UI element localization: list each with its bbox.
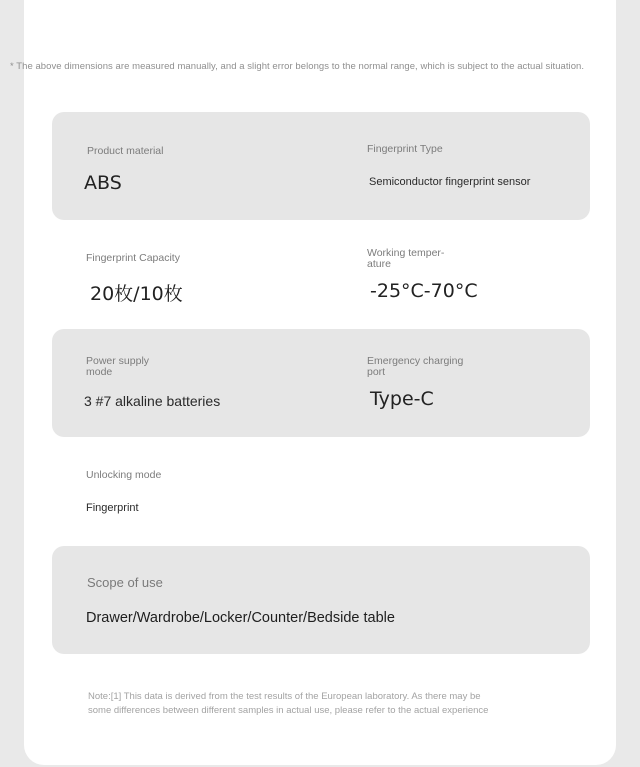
fingerprint-type-value: Semiconductor fingerprint sensor (369, 176, 531, 188)
unlocking-mode-value: Fingerprint (86, 502, 139, 514)
dimension-disclaimer: * The above dimensions are measured manually, and a slight error belongs to the normal range, which is subject to the actual situation. (10, 61, 585, 72)
fingerprint-capacity-value: 20枚/10枚 (90, 283, 183, 305)
power-supply-label (86, 356, 149, 378)
power-supply-label-line1: Power supply (86, 355, 150, 367)
scope-of-use-value: Drawer/Wardrobe/Locker/Counter/Bedside table (86, 610, 395, 626)
test-data-note-line1: Note:[1] This data is derived from the test results of the European laboratory. As there may be (88, 691, 481, 702)
emergency-charging-label (367, 356, 463, 378)
emergency-charging-label-line2: port (367, 366, 386, 378)
power-supply-label-line2: mode (86, 366, 113, 378)
product-material-value: ABS (84, 172, 122, 194)
unlocking-mode-label: Unlocking mode (86, 469, 162, 481)
scope-of-use-label: Scope of use (87, 575, 163, 590)
spec-row-unlocking (52, 438, 590, 546)
spec-row-capacity-temperature (52, 221, 590, 329)
test-data-note (88, 690, 548, 718)
working-temperature-label-line1: Working temper- (367, 247, 445, 259)
spec-row-material-type (52, 112, 590, 220)
spec-row-scope (52, 546, 590, 654)
working-temperature-value: -25°C-70°C (370, 280, 478, 302)
fingerprint-capacity-label: Fingerprint Capacity (86, 252, 180, 264)
emergency-charging-label-line1: Emergency charging (367, 355, 464, 367)
test-data-note-line2: some differences between different samples in actual use, please refer to the actual experience (88, 705, 489, 716)
emergency-charging-value: Type-C (370, 388, 434, 410)
fingerprint-type-label: Fingerprint Type (367, 143, 443, 155)
power-supply-value: 3 #7 alkaline batteries (84, 393, 221, 409)
spec-row-power-charging (52, 329, 590, 437)
working-temperature-label (367, 248, 444, 270)
working-temperature-label-line2: ature (367, 258, 391, 270)
product-material-label: Product material (87, 145, 164, 157)
